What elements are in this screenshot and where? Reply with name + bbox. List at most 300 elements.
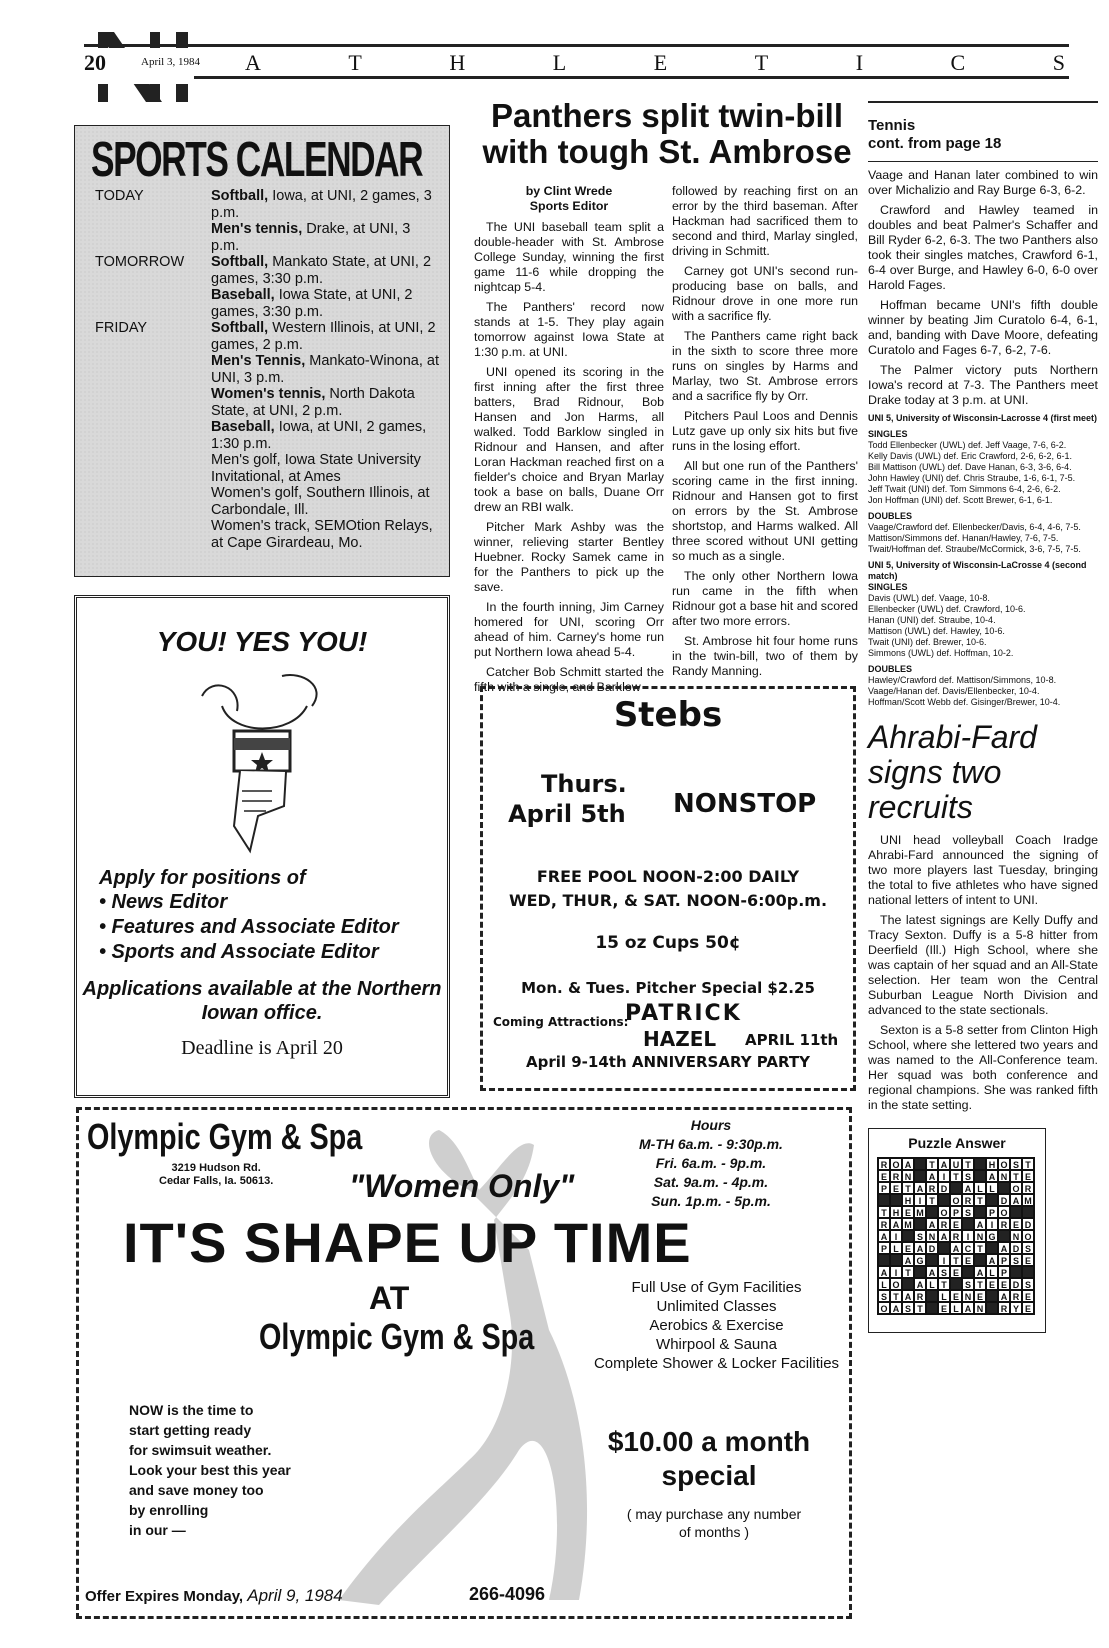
crossword-cell: A: [998, 1290, 1010, 1302]
crossword-black-cell: [878, 1254, 890, 1266]
calendar-day: [95, 254, 449, 320]
event-details: Drake, at UNI, 3 p.m.: [211, 221, 411, 254]
calendar-event: [211, 221, 441, 254]
address-line: Cedar Falls, Ia. 50613.: [159, 1175, 274, 1187]
crossword-cell: E: [938, 1302, 950, 1314]
crossword-black-cell: [878, 1194, 890, 1206]
crossword-cell: S: [962, 1278, 974, 1290]
crossword-cell: A: [974, 1218, 986, 1230]
pitch-line: in our —: [129, 1522, 186, 1538]
singles-label: SINGLES: [868, 429, 908, 439]
crossword-cell: T: [902, 1266, 914, 1278]
event-details: Western Illinois, at UNI, 2 games, 2 p.m.: [211, 320, 436, 353]
match-result: Hanan (UNI) def. Straube, 10-4.: [868, 615, 996, 625]
crossword-cell: P: [878, 1242, 890, 1254]
pool-line: WED, THUR, & SAT. NOON-6:00p.m.: [508, 891, 828, 910]
crossword-cell: R: [938, 1218, 950, 1230]
crossword-cell: R: [1010, 1290, 1022, 1302]
crossword-cell: E: [950, 1266, 962, 1278]
crossword-cell: A: [890, 1218, 902, 1230]
crossword-black-cell: [926, 1206, 938, 1218]
crossword-cell: T: [926, 1194, 938, 1206]
section-letter: I: [855, 50, 864, 75]
event-day: Thurs.: [541, 770, 627, 798]
calendar-day-label: FRIDAY: [95, 320, 148, 336]
pitch-line: NOW is the time to: [129, 1402, 254, 1418]
crossword-cell: R: [890, 1170, 902, 1182]
crossword-black-cell: [1022, 1266, 1034, 1278]
crossword-cell: S: [1022, 1242, 1034, 1254]
pool-hours: [483, 865, 853, 913]
results-list: [868, 593, 1098, 659]
crossword-cell: A: [878, 1266, 890, 1278]
crossword-cell: C: [962, 1242, 974, 1254]
months-note: ( may purchase any number of months ): [626, 1506, 802, 1540]
feature-item: Unlimited Classes: [656, 1298, 777, 1315]
crossword-cell: O: [938, 1206, 950, 1218]
crossword-cell: E: [962, 1254, 974, 1266]
event-details: Women's golf, Southern Illinois, at Carbondale, Ill.: [211, 485, 430, 518]
crossword-cell: S: [938, 1266, 950, 1278]
article-paragraph: Carney got UNI's second run-producing base on balls, and Ridnour drove in one more run with a sacrifice fly.: [672, 264, 858, 323]
crossword-cell: E: [902, 1206, 914, 1218]
crossword-cell: A: [938, 1158, 950, 1170]
byline-title: Sports Editor: [529, 199, 609, 213]
crossword-cell: P: [950, 1206, 962, 1218]
crossword-cell: S: [962, 1206, 974, 1218]
crossword-cell: A: [902, 1254, 914, 1266]
deadline-text: Deadline is April 20: [181, 1037, 343, 1059]
crossword-cell: D: [1010, 1242, 1022, 1254]
header-rule-top: [84, 44, 1069, 47]
offer-date: April 9, 1984: [247, 1586, 343, 1605]
crossword-cell: G: [986, 1230, 998, 1242]
crossword-cell: P: [986, 1206, 998, 1218]
crossword-cell: A: [926, 1218, 938, 1230]
article-paragraph: The only other Northern Iowa run came in the fifth when Ridnour got a base hit and scored after two more errors.: [672, 569, 858, 628]
crossword-black-cell: [902, 1230, 914, 1242]
calendar-rows: [75, 188, 449, 551]
crossword-cell: I: [962, 1230, 974, 1242]
results-list: [868, 675, 1098, 708]
crossword-cell: S: [914, 1230, 926, 1242]
calendar-event: [211, 485, 441, 518]
right-column: [868, 101, 1098, 1333]
hours-line: M-TH 6a.m. - 9:30p.m.: [639, 1136, 783, 1152]
crossword-black-cell: [938, 1242, 950, 1254]
crossword-cell: N: [962, 1290, 974, 1302]
calendar-event: [211, 320, 441, 353]
tennis-continued: cont. from page 18: [868, 134, 1002, 152]
section-letter: L: [552, 50, 567, 75]
event-details: Men's golf, Iowa State University Invitational, at Ames: [211, 452, 421, 485]
calendar-event: [211, 518, 441, 551]
match-result: Vaage/Hanan def. Davis/Ellenbecker, 10-4.: [868, 686, 1040, 696]
crossword-cell: S: [962, 1170, 974, 1182]
cups-special: 15 oz Cups 50¢: [595, 933, 741, 953]
event-date: [507, 769, 627, 829]
crossword-cell: E: [890, 1182, 902, 1194]
crossword-cell: E: [950, 1218, 962, 1230]
shape-up-headline: IT'S SHAPE UP TIME: [123, 1211, 692, 1274]
doubles-label: DOUBLES: [868, 511, 913, 521]
page-number: 20: [84, 50, 106, 75]
crossword-black-cell: [974, 1158, 986, 1170]
column-rule: [868, 101, 1098, 103]
crossword-cell: A: [986, 1254, 998, 1266]
baseball-column-1: [474, 184, 664, 700]
crossword-cell: R: [926, 1182, 938, 1194]
crossword-cell: L: [890, 1242, 902, 1254]
match-result: Jon Hoffman (UNI) def. Scott Brewer, 6-1, 6-1.: [868, 495, 1053, 505]
crossword-cell: I: [890, 1230, 902, 1242]
crossword-cell: M: [1022, 1194, 1034, 1206]
section-letter: C: [950, 50, 966, 75]
match-result: Hoffman/Scott Webb def. Gisinger/Brewer, 10-4.: [868, 697, 1061, 707]
tennis-results: [868, 413, 1098, 708]
crossword-cell: O: [998, 1206, 1010, 1218]
crossword-cell: T: [962, 1158, 974, 1170]
calendar-events: [211, 320, 441, 551]
crossword-cell: N: [998, 1170, 1010, 1182]
article-paragraph: Vaage and Hanan later combined to win over Michalizio and Ray Burge 6-3, 6-2.: [868, 168, 1098, 197]
crossword-cell: A: [914, 1242, 926, 1254]
crossword-cell: S: [1022, 1278, 1034, 1290]
crossword-grid: [877, 1157, 1035, 1315]
gym-name: Olympic Gym & Spa: [87, 1116, 363, 1157]
crossword-cell: R: [914, 1290, 926, 1302]
event-sport: Men's Tennis,: [211, 353, 306, 369]
gym-pitch: [129, 1400, 291, 1540]
pointing-hand-illustration: [162, 666, 362, 856]
crossword-cell: O: [890, 1158, 902, 1170]
crossword-black-cell: [950, 1278, 962, 1290]
pitch-line: and save money too: [129, 1482, 264, 1498]
crossword-cell: M: [902, 1218, 914, 1230]
crossword-cell: D: [1022, 1218, 1034, 1230]
crossword-black-cell: [914, 1170, 926, 1182]
match-result: Bill Mattison (UWL) def. Dave Hanan, 6-3, 3-6, 6-4.: [868, 462, 1072, 472]
baseball-column-2: [672, 184, 858, 684]
crossword-cell: R: [950, 1230, 962, 1242]
crossword-black-cell: [890, 1254, 902, 1266]
section-letter: S: [1052, 50, 1065, 75]
crossword-cell: E: [986, 1278, 998, 1290]
results-list: [868, 440, 1098, 506]
crossword-cell: A: [950, 1242, 962, 1254]
crossword-cell: D: [938, 1182, 950, 1194]
crossword-black-cell: [974, 1254, 986, 1266]
doubles-label: DOUBLES: [868, 664, 913, 674]
calendar-event: [211, 452, 441, 485]
crossword-cell: P: [998, 1266, 1010, 1278]
crossword-cell: A: [902, 1158, 914, 1170]
feature-item: Whirpool & Sauna: [656, 1336, 777, 1353]
crossword-cell: D: [1010, 1278, 1022, 1290]
positions-list: [99, 890, 447, 965]
crossword-cell: T: [974, 1278, 986, 1290]
hours-title: Hours: [690, 1117, 732, 1133]
crossword-cell: T: [974, 1242, 986, 1254]
position-item: • Features and Associate Editor: [99, 916, 399, 938]
event-details: North Dakota State, at UNI, 2 p.m.: [211, 386, 415, 419]
article-paragraph: All but one run of the Panthers' scoring came in the first inning. Ridnour and Hansen got to first on errors by the St. Ambrose shortstop, and Harms walked. All three scored without UNI getting so much as a single.: [672, 459, 858, 563]
crossword-cell: A: [998, 1242, 1010, 1254]
coming-attractions: [483, 1001, 853, 1053]
match-result: Jeff Twait (UNI) def. Tom Simmons 6-4, 2-6, 6-2.: [868, 484, 1061, 494]
crossword-black-cell: [998, 1230, 1010, 1242]
crossword-black-cell: [986, 1242, 998, 1254]
crossword-cell: L: [986, 1266, 998, 1278]
match-result: Twait/Hoffman def. Straube/McCormick, 3-6, 7-5, 7-5.: [868, 544, 1081, 554]
hours-line: Sun. 1p.m. - 5p.m.: [651, 1193, 771, 1209]
article-paragraph: Pitcher Mark Ashby was the winner, relieving starter Bentley Huebner. Rocky Samek came in for the Panthers to pick up the save.: [474, 520, 664, 594]
singles-label: SINGLES: [868, 582, 908, 592]
crossword-black-cell: [938, 1194, 950, 1206]
staff-recruitment-ad: [74, 595, 450, 1098]
crossword-cell: T: [878, 1206, 890, 1218]
match-result: Davis (UWL) def. Vaage, 10-8.: [868, 593, 990, 603]
match-result: Vaage/Crawford def. Ellenbecker/Davis, 6-4, 4-6, 7-5.: [868, 522, 1081, 532]
event-sport: Women's tennis,: [211, 386, 326, 402]
apply-text: Apply for positions of: [99, 867, 306, 889]
gym-hours: [639, 1116, 783, 1211]
match-result: Hawley/Crawford def. Mattison/Simmons, 10-8.: [868, 675, 1057, 685]
crossword-cell: O: [890, 1278, 902, 1290]
crossword-cell: R: [878, 1158, 890, 1170]
crossword-cell: U: [950, 1158, 962, 1170]
event-details: Mankato-Winona, at UNI, 3 p.m.: [211, 353, 440, 386]
calendar-events: [211, 254, 441, 320]
article-paragraph: Catcher Bob Schmitt started the fifth with a single, and Barklow: [474, 665, 664, 694]
crossword-cell: T: [974, 1194, 986, 1206]
calendar-day: [95, 188, 449, 254]
crossword-cell: O: [998, 1158, 1010, 1170]
calendar-events: [211, 188, 441, 254]
article-paragraph: Crawford and Hawley teamed in doubles and beat Palmer's Schaffer and Bill Ryder 6-2, 6-3. The two Panthers also took their singles matches, Crawford 6-1, 6-4 over Burge, and Hawley 6-0, 6-0 over Harold Fages.: [868, 203, 1098, 292]
crossword-black-cell: [914, 1218, 926, 1230]
crossword-cell: L: [878, 1278, 890, 1290]
position-item: • News Editor: [99, 891, 228, 913]
crossword-cell: A: [962, 1182, 974, 1194]
article-paragraph: The Palmer victory puts Northern Iowa's record at 7-3. The Panthers meet Drake today at 3 p.m. at UNI.: [868, 363, 1098, 407]
price-special: [589, 1425, 829, 1493]
article-paragraph: Hoffman became UNI's fifth double winner by beating Jim Curatolo 6-4, 6-1, and, banding with Dave Moore, defeating Curatolo and Fages 6-7, 6-2, 7-6.: [868, 298, 1098, 357]
crossword-cell: E: [1022, 1302, 1034, 1314]
act-name: HAZEL: [643, 1027, 717, 1051]
crossword-cell: R: [998, 1218, 1010, 1230]
event-details: Mankato State, at UNI, 2 games, 3:30 p.m.: [211, 254, 432, 287]
crossword-cell: N: [1010, 1230, 1022, 1242]
meet-title: UNI 5, University of Wisconsin-Lacrosse 4 (first meet): [868, 413, 1097, 423]
crossword-cell: I: [938, 1254, 950, 1266]
section-letter: T: [348, 50, 362, 75]
crossword-cell: A: [914, 1182, 926, 1194]
volleyball-headline: Ahrabi-Fard signs two recruits: [868, 719, 1037, 825]
crossword-cell: S: [902, 1302, 914, 1314]
crossword-black-cell: [962, 1218, 974, 1230]
gym-name-large: Olympic Gym & Spa: [259, 1316, 535, 1357]
crossword-black-cell: [926, 1302, 938, 1314]
crossword-cell: A: [890, 1302, 902, 1314]
section-letter: A: [245, 50, 261, 75]
at-text: AT: [369, 1280, 410, 1316]
section-title: [245, 50, 1065, 76]
crossword-cell: E: [998, 1278, 1010, 1290]
article-paragraph: UNI head volleyball Coach Iradge Ahrabi-Fard announced the signing of two more players last Tuesday, bringing the total to five athletes who have signed national letters of intent to UNI.: [868, 833, 1098, 907]
crossword-cell: H: [986, 1158, 998, 1170]
article-paragraph: St. Ambrose hit four home runs in the twin-bill, two of them by Randy Manning.: [672, 634, 858, 678]
section-letter: T: [754, 50, 769, 75]
crossword-cell: I: [986, 1218, 998, 1230]
event-details: Iowa, at UNI, 2 games, 1:30 p.m.: [211, 419, 427, 452]
match-result: Twait (UNI) def. Brewer, 10-6.: [868, 637, 987, 647]
address-line: 3219 Hudson Rd.: [171, 1162, 261, 1174]
match-result: Simmons (UWL) def. Hoffman, 10-2.: [868, 648, 1014, 658]
crossword-cell: A: [1010, 1194, 1022, 1206]
ad-title: YOU! YES YOU!: [156, 626, 368, 657]
gym-features: [584, 1278, 849, 1373]
anniversary-party: April 9-14th ANNIVERSARY PARTY: [526, 1053, 810, 1071]
article-paragraph: The Panthers came right back in the sixth to score three more runs on singles by Harms and Marlay, two St. Ambrose errors and a sacrifice fly by Orr.: [672, 329, 858, 403]
availability-text: Applications available at the Northern Iowan office.: [82, 978, 442, 1024]
article-paragraph: UNI opened its scoring in the first inning after the first three batters, Brad Ridnour, Bob Hansen and Jon Harms, all walked. Todd Barklow singled in Ridnour and Hansen, and after Loran Hackman reached first on a fielder's choice and Bryan Marlay took a base on balls, Duane Orr drew an RBI walk.: [474, 365, 664, 514]
crossword-cell: T: [914, 1302, 926, 1314]
calendar-event: [211, 353, 441, 386]
calendar-event: [211, 419, 441, 452]
crossword-cell: D: [926, 1242, 938, 1254]
act-name: PATRICK: [625, 1001, 742, 1026]
hours-line: Fri. 6a.m. - 9p.m.: [655, 1155, 767, 1171]
crossword-cell: E: [974, 1290, 986, 1302]
position-item: • Sports and Associate Editor: [99, 941, 379, 963]
calendar-event: [211, 287, 441, 320]
crossword-cell: L: [974, 1182, 986, 1194]
crossword-cell: L: [986, 1182, 998, 1194]
article-paragraph: The latest signings are Kelly Duffy and Tracy Sexton. Duffy is a 5-8 hitter from Deerfield (Ill.) High School, where she was captain of her squad and an All-State selection. Her team won the Central Suburban League North Division and advanced to the state sectionals.: [868, 913, 1098, 1017]
offer-expires: [85, 1586, 343, 1606]
event-date-text: April 5th: [508, 800, 626, 828]
article-paragraph: Pitchers Paul Loos and Dennis Lutz gave up only six hits but five runs in the losing effort.: [672, 409, 858, 453]
match-result: Todd Ellenbecker (UWL) def. Jeff Vaage, 7-6, 6-2.: [868, 440, 1067, 450]
crossword-cell: M: [914, 1206, 926, 1218]
puzzle-title: Puzzle Answer: [908, 1135, 1006, 1151]
crossword-cell: T: [902, 1182, 914, 1194]
price-label: special: [661, 1460, 757, 1491]
crossword-black-cell: [974, 1170, 986, 1182]
crossword-cell: O: [878, 1302, 890, 1314]
stebs-ad: [480, 686, 856, 1091]
article-paragraph: The Panthers' record now stands at 1-5. They play again tomorrow against Iowa State at 1:30 p.m. at UNI.: [474, 300, 664, 359]
pool-line: FREE POOL NOON-2:00 DAILY: [536, 867, 800, 886]
crossword-cell: N: [974, 1302, 986, 1314]
calendar-day-label: TODAY: [95, 188, 144, 204]
pitcher-special: Mon. & Tues. Pitcher Special $2.25: [521, 979, 815, 997]
section-letter: E: [653, 50, 668, 75]
event-sport: Softball,: [211, 320, 269, 336]
crossword-black-cell: [974, 1206, 986, 1218]
crossword-cell: T: [1022, 1158, 1034, 1170]
event-name: NONSTOP: [673, 789, 817, 819]
hours-line: Sat. 9a.m. - 4p.m.: [653, 1174, 769, 1190]
crossword-cell: I: [914, 1194, 926, 1206]
pitch-line: Look your best this year: [129, 1462, 291, 1478]
crossword-cell: P: [878, 1182, 890, 1194]
match-result: Mattison/Simmons def. Hanan/Hawley, 7-6, 7-5.: [868, 533, 1059, 543]
crossword-cell: R: [1022, 1182, 1034, 1194]
byline-author: by Clint Wrede: [525, 184, 613, 198]
crossword-cell: T: [950, 1254, 962, 1266]
crossword-cell: E: [950, 1290, 962, 1302]
crossword-black-cell: [986, 1194, 998, 1206]
pitch-line: by enrolling: [129, 1502, 209, 1518]
crossword-cell: R: [998, 1302, 1010, 1314]
crossword-cell: H: [890, 1206, 902, 1218]
sports-calendar: [74, 125, 450, 577]
crossword-cell: G: [914, 1254, 926, 1266]
crossword-cell: A: [914, 1278, 926, 1290]
crossword-cell: D: [998, 1194, 1010, 1206]
crossword-black-cell: [950, 1182, 962, 1194]
crossword-cell: E: [902, 1242, 914, 1254]
volleyball-article: [868, 720, 1098, 1118]
results-list: [868, 522, 1098, 555]
crossword-cell: N: [926, 1230, 938, 1242]
match-result: John Hawley (UNI) def. Chris Straube, 1-6, 6-1, 7-5.: [868, 473, 1076, 483]
article-paragraph: The UNI baseball team split a double-header with St. Ambrose College Sunday, winning the first game 11-6 while dropping the nightcap 5-4.: [474, 220, 664, 294]
crossword-cell: I: [890, 1266, 902, 1278]
event-details: Iowa State, at UNI, 2 games, 3:30 p.m.: [211, 287, 413, 320]
crossword-cell: T: [1010, 1170, 1022, 1182]
women-only-tagline: "Women Only": [349, 1168, 575, 1204]
match-result: Kelly Davis (UWL) def. Eric Crawford, 2-6, 6-2, 6-1.: [868, 451, 1073, 461]
issue-date: April 3, 1984: [141, 56, 200, 68]
event-sport: Baseball,: [211, 419, 275, 435]
byline: [474, 184, 664, 214]
event-sport: Softball,: [211, 188, 269, 204]
crossword-cell: R: [878, 1218, 890, 1230]
crossword-black-cell: [998, 1182, 1010, 1194]
puzzle-answer-box: [868, 1128, 1046, 1333]
crossword-black-cell: [1022, 1206, 1034, 1218]
event-details: Women's track, SEMOtion Relays, at Cape Girardeau, Mo.: [211, 518, 433, 551]
calendar-day-label: TOMORROW: [95, 254, 185, 270]
column-rule: [868, 161, 1098, 163]
crossword-cell: E: [1022, 1290, 1034, 1302]
crossword-cell: R: [962, 1194, 974, 1206]
calendar-event: [211, 386, 441, 419]
crossword-cell: N: [902, 1170, 914, 1182]
pitch-line: for swimsuit weather.: [129, 1442, 272, 1458]
crossword-black-cell: [986, 1302, 998, 1314]
crossword-black-cell: [986, 1290, 998, 1302]
crossword-cell: A: [926, 1266, 938, 1278]
crossword-cell: T: [890, 1290, 902, 1302]
crossword-black-cell: [1010, 1206, 1022, 1218]
crossword-cell: A: [974, 1266, 986, 1278]
coming-label: Coming Attractions:: [493, 1015, 629, 1029]
feature-item: Aerobics & Exercise: [649, 1317, 784, 1334]
crossword-black-cell: [902, 1278, 914, 1290]
baseball-headline: Panthers split twin-bill with tough St. Ambrose: [482, 97, 852, 170]
tennis-title: Tennis: [868, 116, 916, 134]
offer-label: Offer Expires Monday,: [85, 1588, 244, 1605]
crossword-cell: I: [938, 1170, 950, 1182]
crossword-cell: Y: [1010, 1302, 1022, 1314]
feature-item: Complete Shower & Locker Facilities: [593, 1355, 840, 1372]
article-paragraph: In the fourth inning, Jim Carney homered for UNI, scoring Orr ahead of him. Carney's home run put Northern Iowa ahead 5-4.: [474, 600, 664, 659]
crossword-cell: S: [1010, 1254, 1022, 1266]
